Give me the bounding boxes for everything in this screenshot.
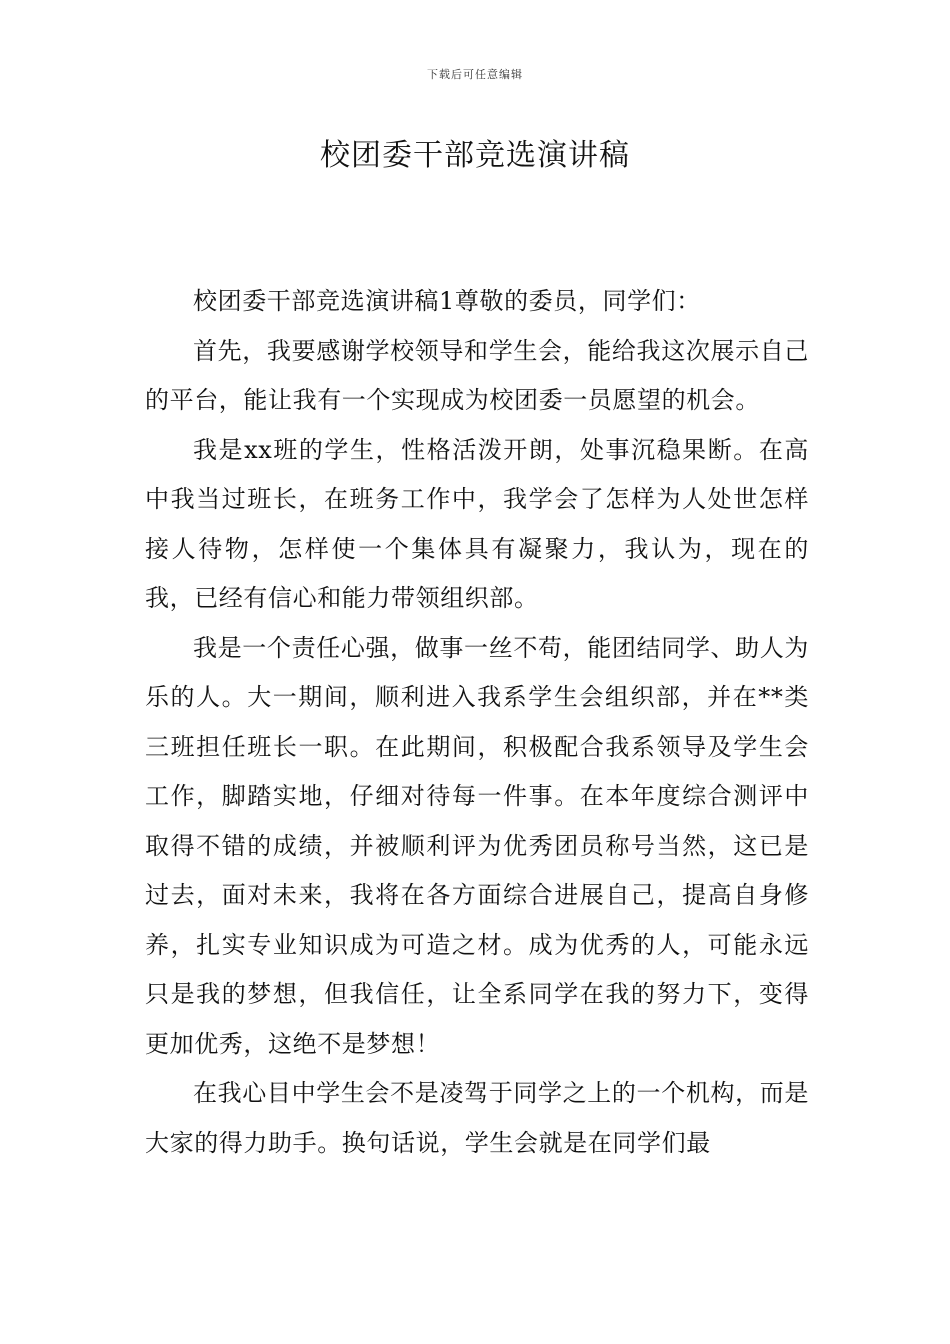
paragraph-salutation: 校团委干部竞选演讲稿1尊敬的委员，同学们： <box>193 287 701 315</box>
document-title: 校团委干部竞选演讲稿 <box>320 138 630 173</box>
paragraph-experience: 我是一个责任心强，做事一丝不苟，能团结同学、助人为乐的人。大一期间，顺利进入我系学生会组织部，并在**类三班担任班长一职。在此期间，积极配合我系领导及学生会工作，脚踏实地，仔细对待每一件事。在本年度综合测评中取得不错的成绩，并被顺利评为优秀团员称号当然，这已是过去，面对未来，我将在各方面综合进展自己，提高自身修养，扎实专业知识成为可造之材。成为优秀的人，可能永远只是我的梦想，但我信任，让全系同学在我的努力下，变得更加优秀，这绝不是梦想！ <box>145 633 809 1058</box>
paragraph-thanks: 首先，我要感谢学校领导和学生会，能给我这次展示自己的平台，能让我有一个实现成为校团委一员愿望的机会。 <box>145 336 809 414</box>
paragraph-introduction: 我是xx班的学生，性格活泼开朗，处事沉稳果断。在高中我当过班长，在班务工作中，我学会了怎样为人处世怎样接人待物，怎样使一个集体具有凝聚力，我认为，现在的我，已经有信心和能力带领组织部。 <box>145 435 809 612</box>
document-body <box>145 277 809 1168</box>
header-note: 下载后可任意编辑 <box>427 68 523 81</box>
paragraph-student-union: 在我心目中学生会不是凌驾于同学之上的一个机构，而是大家的得力助手。换句话说，学生会就是在同学们最 <box>145 1079 809 1157</box>
